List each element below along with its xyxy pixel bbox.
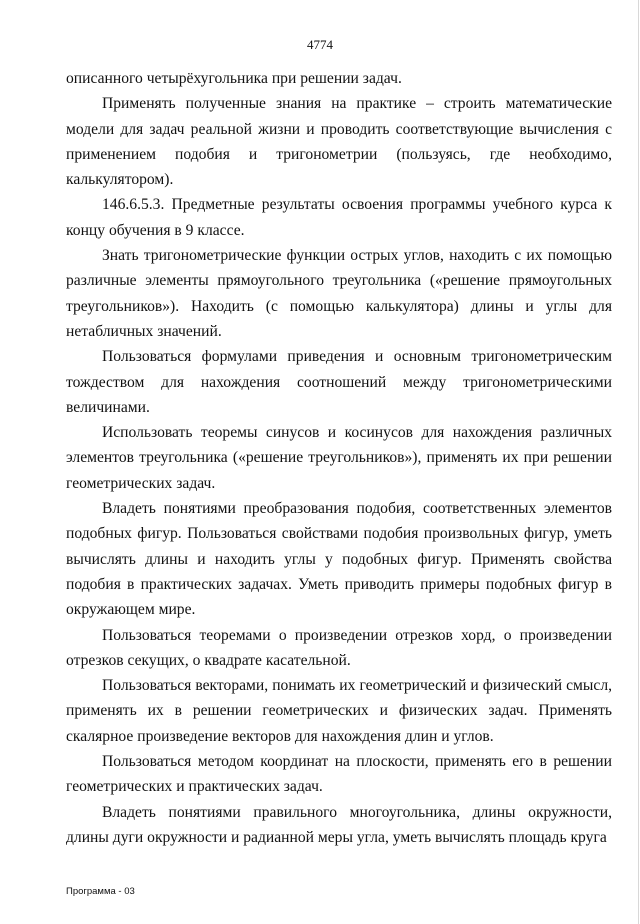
paragraph: Пользоваться теоремами о произведении отрезков хорд, о произведении отрезков секущих, о квадрате касательной. bbox=[66, 626, 612, 669]
paragraph: Владеть понятиями правильного многоугольника, длины окружности, длины дуги окружности и радианной меры угла, уметь вычислять площадь круга bbox=[66, 803, 612, 846]
paragraph: Пользоваться векторами, понимать их геометрический и физический смысл, применять их в решении геометрических и физических задач. Применять скалярное произведение векторов для нахождения длин и углов. bbox=[66, 677, 612, 745]
paragraph: Пользоваться методом координат на плоскости, применять его в решении геометрических и практических задач. bbox=[66, 753, 612, 796]
document-body bbox=[66, 66, 612, 850]
paragraph: Пользоваться формулами приведения и основным тригонометрическим тождеством для нахождения соотношений между тригонометрическими величинами. bbox=[66, 348, 612, 416]
paragraph: Использовать теоремы синусов и косинусов для нахождения различных элементов треугольника («решение треугольников»), применять их при решении геометрических задач. bbox=[66, 424, 612, 492]
page-edge-line bbox=[638, 0, 639, 924]
paragraph: Знать тригонометрические функции острых углов, находить с их помощью различные элементы прямоугольного треугольника («решение прямоугольных треугольников»). Находить (с помощью калькулятора) длины и углы для нетабличных значений. bbox=[66, 247, 612, 340]
section-heading: 146.6.5.3. Предметные результаты освоения программы учебного курса к концу обучения в 9 классе. bbox=[66, 196, 612, 239]
paragraph: описанного четырёхугольника при решении задач. bbox=[66, 70, 402, 87]
paragraph: Владеть понятиями преобразования подобия, соответственных элементов подобных фигур. Пользоваться свойствами подобия произвольных фигур, уметь вычислять длины и находить углы у подобных фигур. Применять свойства подобия в практических задачах. Уметь приводить примеры подобных фигур в окружающем мире. bbox=[66, 500, 612, 619]
paragraph: Применять полученные знания на практике – строить математические модели для задач реальной жизни и проводить соответствующие вычисления с применением подобия и тригонометрии (пользуясь, где необходимо, калькулятором). bbox=[66, 95, 612, 189]
page-number: 4774 bbox=[307, 37, 333, 52]
footer-label: Программа - 03 bbox=[66, 886, 135, 897]
